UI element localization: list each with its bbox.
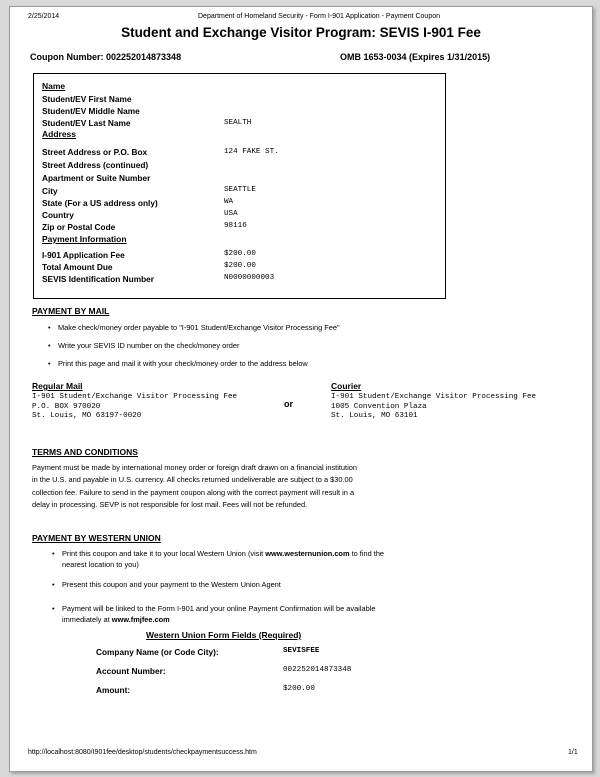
wu-bullet-text: to find the bbox=[349, 549, 385, 558]
wu-account-value: 002252014873348 bbox=[283, 666, 352, 674]
zip-label: Zip or Postal Code bbox=[42, 222, 116, 232]
terms-line: delay in processing. SEVP is not responsible for lost mail. Fees will not be refunded. bbox=[32, 499, 308, 509]
wu-bullet-text: Payment will be linked to the Form I-901 and your online Payment Confirmation will be available bbox=[62, 604, 376, 613]
terms-heading: TERMS AND CONDITIONS bbox=[32, 447, 138, 457]
wu-bullet-text: Print this coupon and take it to your local Western Union (visit bbox=[62, 549, 266, 558]
wu-bullet-text: immediately at bbox=[62, 615, 112, 624]
mail-bullet-print: • Print this page and mail it with your check/money order to the address below bbox=[58, 359, 308, 368]
coupon-number: Coupon Number: 002252014873348 bbox=[30, 52, 182, 62]
regular-mail-heading: Regular Mail bbox=[32, 381, 83, 391]
courier-line: 1005 Convention Plaza bbox=[331, 402, 427, 411]
terms-line: collection fee. Failure to send in the payment coupon along with the correct payment will result in a bbox=[32, 487, 355, 497]
wu-bullet-text: nearest location to you) bbox=[62, 560, 139, 569]
wu-company-value: SEVISFEE bbox=[283, 647, 320, 655]
terms-text bbox=[32, 462, 357, 511]
wu-form-heading: Western Union Form Fields (Required) bbox=[146, 630, 302, 640]
courier-line: St. Louis, MO 63101 bbox=[331, 412, 418, 420]
street-value: 124 FAKE ST. bbox=[224, 148, 279, 156]
first-name-label: Student/EV First Name bbox=[42, 94, 132, 104]
wu-account-label: Account Number: bbox=[96, 666, 166, 676]
page-title: Student and Exchange Visitor Program: SEVIS I-901 Fee bbox=[121, 25, 481, 40]
document-title: Department of Homeland Security - Form I-901 Application - Payment Coupon bbox=[198, 13, 441, 20]
courier-address bbox=[331, 393, 536, 422]
city-value: SEATTLE bbox=[224, 186, 256, 194]
courier-line: I-901 Student/Exchange Visitor Processing Fee bbox=[331, 393, 537, 401]
mail-bullet-sevis-id: • Write your SEVIS ID number on the check/money order bbox=[58, 341, 239, 350]
last-name-value: SEALTH bbox=[224, 119, 252, 127]
mail-bullet-payable: • Make check/money order payable to "I-901 Student/Exchange Visitor Processing Fee" bbox=[58, 323, 340, 332]
payment-by-mail-heading: PAYMENT BY MAIL bbox=[32, 306, 110, 316]
total-due-label: Total Amount Due bbox=[42, 262, 113, 272]
total-due-value: $200.00 bbox=[224, 262, 256, 270]
apartment-label: Apartment or Suite Number bbox=[42, 173, 151, 183]
courier-heading: Courier bbox=[331, 381, 362, 391]
western-union-link[interactable]: www.westernunion.com bbox=[265, 549, 350, 558]
city-label: City bbox=[42, 186, 58, 196]
regular-mail-line: P.O. BOX 970020 bbox=[32, 402, 101, 411]
regular-mail-address bbox=[32, 393, 237, 422]
fee-value: $200.00 bbox=[224, 250, 256, 258]
payment-info-heading: Payment Information bbox=[42, 234, 127, 244]
address-heading: Address bbox=[42, 129, 77, 139]
sevis-id-value: N0000000003 bbox=[224, 274, 275, 282]
sevis-id-label: SEVIS Identification Number bbox=[42, 274, 155, 284]
street2-label: Street Address (continued) bbox=[42, 160, 149, 170]
wu-amount-label: Amount: bbox=[96, 685, 131, 695]
terms-line: in the U.S. and payable in U.S. currency. All checks returned undeliverable are subject to a $30.00 bbox=[32, 475, 353, 485]
or-separator: or bbox=[284, 399, 293, 409]
country-value: USA bbox=[224, 210, 238, 218]
terms-line: Payment must be made by international money order or foreign draft drawn on a financial institution bbox=[32, 463, 357, 472]
state-value: WA bbox=[224, 198, 234, 206]
wu-bullet-print bbox=[62, 548, 384, 570]
fmjfee-link[interactable]: www.fmjfee.com bbox=[111, 615, 170, 624]
last-name-label: Student/EV Last Name bbox=[42, 118, 131, 128]
applicant-info-box bbox=[33, 73, 446, 299]
wu-bullet-present: • Present this coupon and your payment to the Western Union Agent bbox=[62, 580, 281, 589]
state-label: State (For a US address only) bbox=[42, 198, 158, 208]
country-label: Country bbox=[42, 210, 74, 220]
wu-bullet-linked bbox=[62, 603, 375, 625]
western-union-heading: PAYMENT BY WESTERN UNION bbox=[32, 533, 161, 543]
middle-name-label: Student/EV Middle Name bbox=[42, 106, 140, 116]
regular-mail-line: I-901 Student/Exchange Visitor Processing Fee bbox=[32, 393, 238, 401]
coupon-page bbox=[9, 6, 593, 772]
name-heading: Name bbox=[42, 81, 66, 91]
page-number: 1/1 bbox=[568, 749, 578, 756]
wu-amount-value: $200.00 bbox=[283, 685, 315, 693]
fee-label: I-901 Application Fee bbox=[42, 250, 125, 260]
zip-value: 98116 bbox=[224, 222, 247, 230]
print-date: 2/25/2014 bbox=[28, 13, 60, 20]
street-label: Street Address or P.O. Box bbox=[42, 147, 148, 157]
omb-number: OMB 1653-0034 (Expires 1/31/2015) bbox=[340, 52, 491, 62]
wu-company-label: Company Name (or Code City): bbox=[96, 647, 219, 657]
footer-url: http://localhost:8080/I901fee/desktop/students/checkpaymentsuccess.htm bbox=[28, 749, 257, 756]
regular-mail-line: St. Louis, MO 63197-0020 bbox=[32, 412, 142, 420]
